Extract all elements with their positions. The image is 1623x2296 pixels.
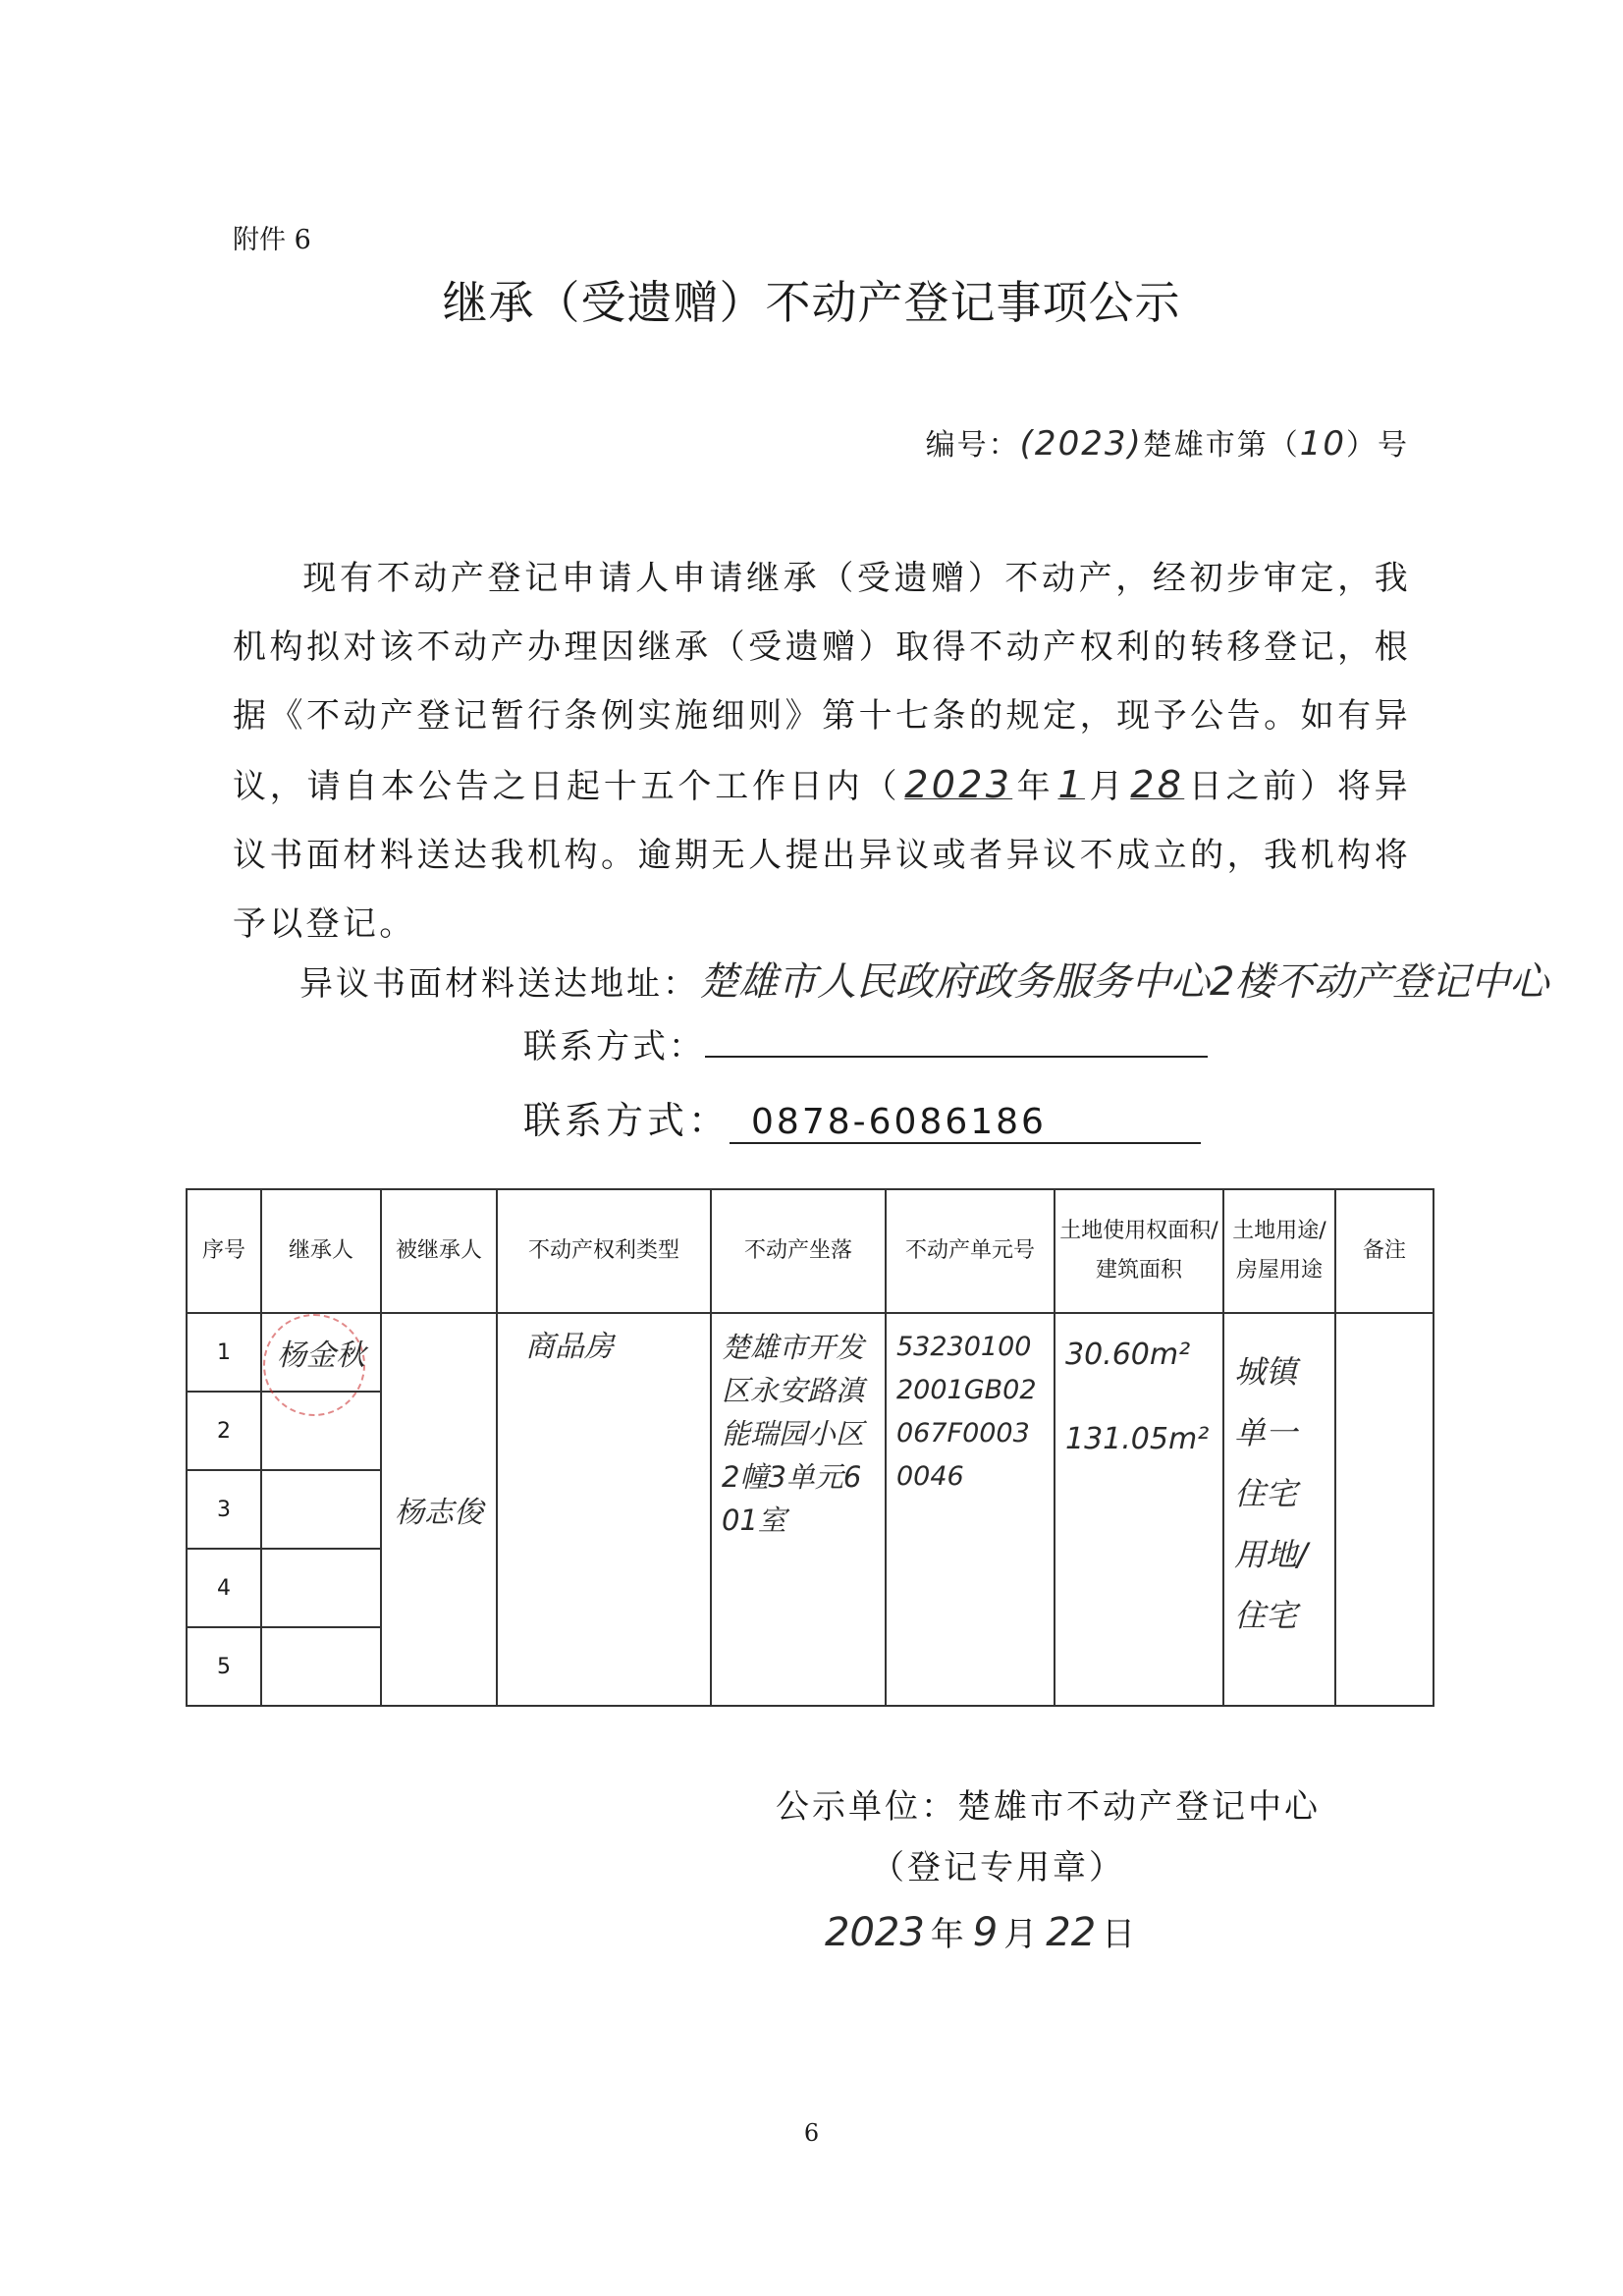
header-area: 土地使用权面积/建筑面积 [1055, 1189, 1223, 1313]
header-usage: 土地用途/房屋用途 [1223, 1189, 1335, 1313]
reference-number [926, 420, 1409, 464]
page-title: 继承（受遗赠）不动产登记事项公示 [442, 276, 1181, 329]
contact2-phone: 0878-6086186 [730, 1102, 1201, 1144]
right-type-handwritten: 商品房 [525, 1330, 614, 1364]
date-year-unit: 年 [930, 1915, 967, 1954]
table-row [187, 1313, 1434, 1392]
land-area-handwritten: 30.60m² [1065, 1338, 1191, 1372]
row-seq: 4 [187, 1549, 261, 1627]
building-area-handwritten: 131.05m² [1065, 1422, 1210, 1456]
deadline-year-handwritten: 2023 [904, 763, 1013, 806]
heir-name-handwritten: 杨金秋 [277, 1339, 365, 1373]
address-value-handwritten: 楚雄市人民政府政务服务中心2楼不动产登记中心 [699, 959, 1549, 1005]
date-day-unit: 日 [1102, 1915, 1139, 1954]
date-month-unit: 月 [1003, 1915, 1041, 1954]
ref-suffix: ）号 [1346, 428, 1409, 463]
deadline-month-handwritten: 1 [1057, 763, 1085, 806]
header-remark: 备注 [1335, 1189, 1434, 1313]
date-month-handwritten: 9 [972, 1910, 999, 1955]
usage-handwritten: 城镇单一住宅用地/住宅 [1234, 1353, 1308, 1634]
contact-line-2 [523, 1090, 1201, 1144]
header-right-type: 不动产权利类型 [497, 1189, 711, 1313]
header-decedent: 被继承人 [381, 1189, 497, 1313]
page-number: 6 [803, 2119, 820, 2147]
contact2-label: 联系方式： [523, 1099, 730, 1142]
ref-mid: 楚雄市第（ [1142, 428, 1300, 463]
row-heir [261, 1470, 381, 1549]
right-type-cell [497, 1313, 711, 1706]
row-heir [261, 1549, 381, 1627]
header-unit-no: 不动产单元号 [886, 1189, 1055, 1313]
remark-cell [1335, 1313, 1434, 1706]
annex-label: 附件 6 [233, 225, 311, 255]
address-label: 异议书面材料送达地址： [299, 964, 699, 1004]
registration-table [186, 1188, 1434, 1707]
deadline-day-handwritten: 28 [1130, 763, 1185, 806]
table-header-row [187, 1189, 1434, 1313]
objection-address [299, 951, 1548, 1007]
ref-number-handwritten: 10 [1299, 424, 1346, 464]
publication-date [819, 1907, 1138, 1955]
row-seq: 1 [187, 1313, 261, 1392]
ref-prefix: 编号： [925, 428, 1020, 463]
contact-line-1 [523, 1019, 1208, 1067]
unit-no-handwritten: 532301002001GB02067F00030046 [896, 1332, 1037, 1492]
date-year-handwritten: 2023 [825, 1910, 925, 1955]
area-cell [1055, 1313, 1223, 1706]
row-seq: 5 [187, 1627, 261, 1706]
notice-body [233, 544, 1411, 958]
usage-cell [1223, 1313, 1335, 1706]
row-seq: 2 [187, 1392, 261, 1470]
location-cell [711, 1313, 886, 1706]
header-location: 不动产坐落 [711, 1189, 886, 1313]
seal-note: （登记专用章） [871, 1848, 1125, 1887]
row-seq: 3 [187, 1470, 261, 1549]
decedent-cell [381, 1313, 497, 1706]
header-seq: 序号 [187, 1189, 261, 1313]
contact1-blank [705, 1022, 1208, 1058]
deadline-year-unit: 年 [1016, 767, 1055, 806]
unit-no-cell [886, 1313, 1055, 1706]
location-handwritten: 楚雄市开发区永安路滇能瑞园小区2幢3单元601室 [722, 1331, 865, 1537]
notice-text-part2: 日之前）将异议书面材料送达我机构。逾期无人提出异议或者异议不成立的，我机构将予以登记。 [233, 767, 1411, 944]
date-day-handwritten: 22 [1046, 1910, 1097, 1955]
ref-year-handwritten: (2023) [1019, 424, 1143, 464]
notice-text-part1: 现有不动产登记申请人申请继承（受遗赠）不动产，经初步审定，我机构拟对该不动产办理因继承（受遗赠）取得不动产权利的转移登记，根据《不动产登记暂行条例实施细则》第十七条的规定，现予公告。如有异议，请自本公告之日起十五个工作日内（ [233, 559, 1411, 806]
header-heir: 继承人 [261, 1189, 381, 1313]
publishing-unit: 公示单位：楚雄市不动产登记中心 [776, 1787, 1321, 1827]
deadline-month-unit: 月 [1088, 767, 1127, 806]
decedent-name-handwritten: 杨志俊 [395, 1496, 483, 1530]
contact1-label: 联系方式： [523, 1027, 705, 1066]
row-heir [261, 1627, 381, 1706]
